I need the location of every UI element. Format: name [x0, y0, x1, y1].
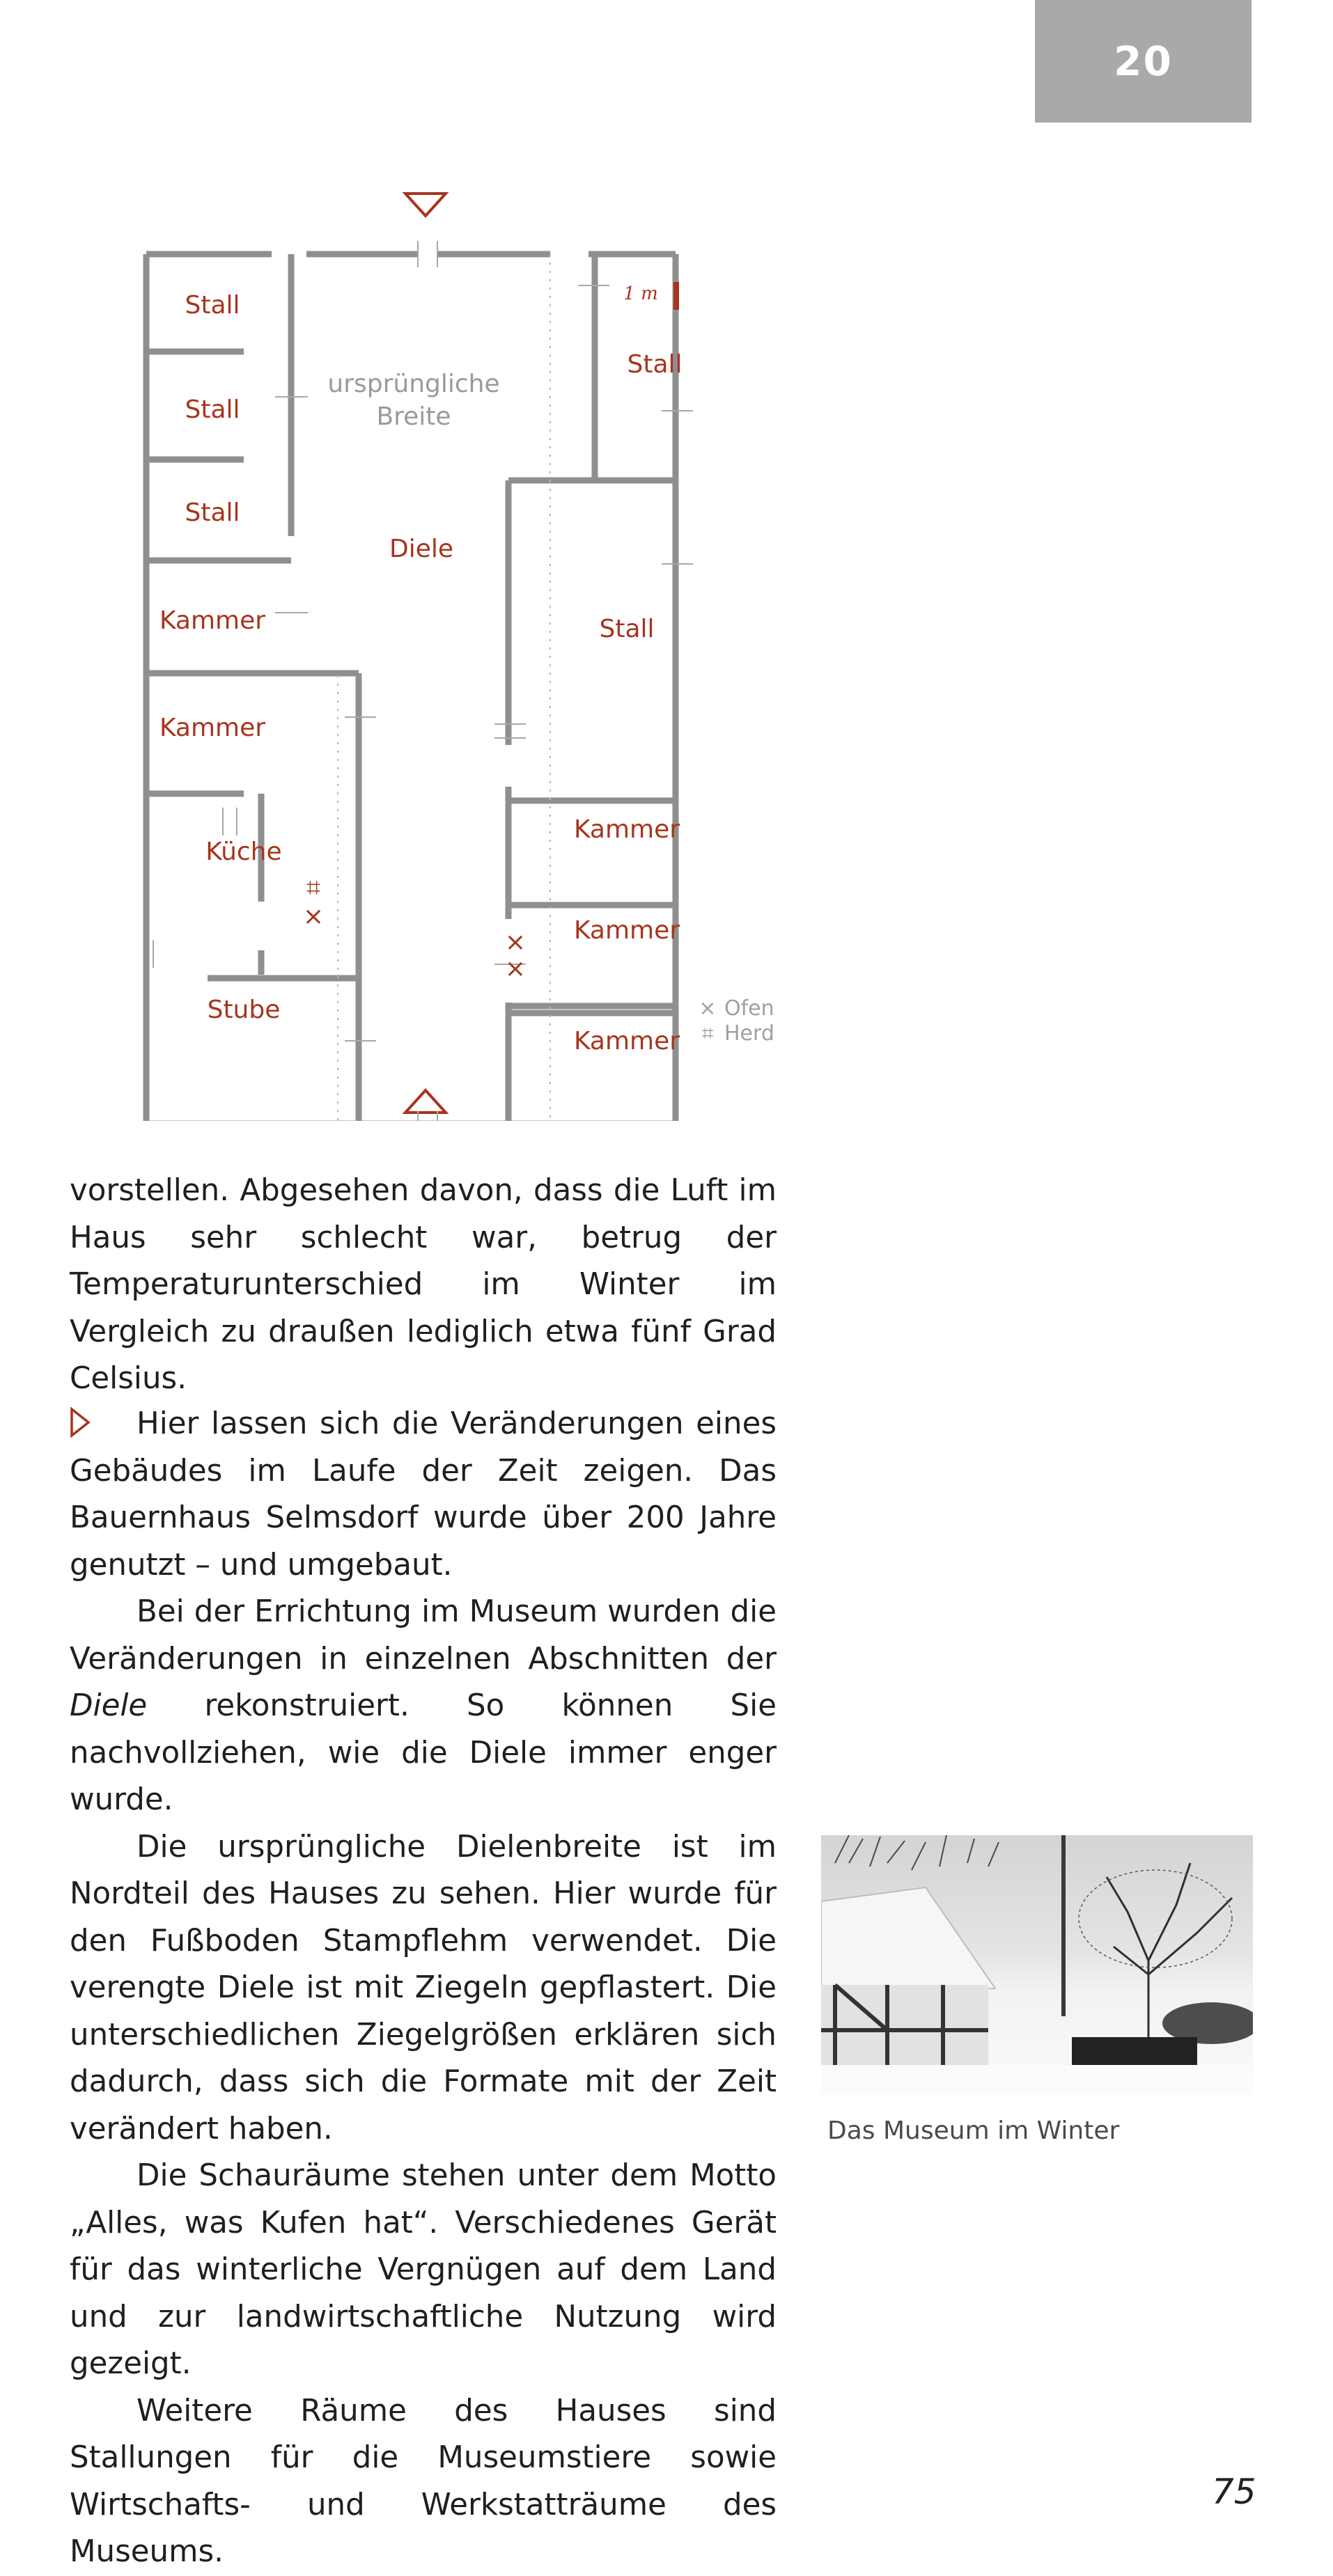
- room-label-kammer-right-1: Kammer: [573, 815, 680, 844]
- south-entrance-icon: [405, 1090, 446, 1113]
- paragraph-text: Hier lassen sich die Veränderungen eines Gebäudes im Laufe der Zeit zeigen. Das Bauernhaus Selmsdorf wurde über 200 Jahre genutzt – und umgebaut.: [70, 1406, 777, 1582]
- ofen-icon: ×: [302, 902, 325, 931]
- original-width-label: Breite: [376, 402, 451, 431]
- room-label-kammer-right-2: Kammer: [573, 916, 680, 945]
- herd-legend-label: Herd: [724, 1021, 774, 1046]
- herd-icon: ⌗: [306, 874, 321, 902]
- floor-plan: [104, 188, 801, 1121]
- scale-label: 1 m: [623, 283, 658, 304]
- room-label-stall-right-top: Stall: [627, 350, 683, 379]
- ofen-legend-label: Ofen: [724, 996, 774, 1021]
- room-label-stall-2: Stall: [185, 395, 240, 424]
- room-label-kammer-2: Kammer: [159, 714, 266, 742]
- emphasis-diele: Diele: [70, 1688, 148, 1723]
- room-label-kammer-1: Kammer: [159, 606, 266, 635]
- ofen-legend-icon: ×: [699, 996, 717, 1021]
- body-text-main: [70, 1401, 777, 2576]
- paragraph: Die Schauräume stehen unter dem Motto „Alles, was Kufen hat“. Verschiedenes Gerät für das winterliche Vergnügen auf dem Land und zur landwirtschaftliche Nutzung wird gezeigt.: [70, 2158, 777, 2381]
- paragraph: Die ursprüngliche Dielenbreite ist im Nordteil des Hauses zu sehen. Hier wurde für den Fußboden Stampflehm verwendet. Die verengte Diele ist mit Ziegeln gepflastert. Die unterschiedlichen Ziegelgrößen erklären sich dadurch, dass sich die Formate mit der Zeit verändert haben.: [70, 1829, 777, 2146]
- chapter-number: 20: [1114, 38, 1173, 85]
- floor-plan-legend: [699, 996, 774, 1046]
- page-number: 75: [1212, 2472, 1256, 2512]
- north-entrance-icon: [405, 194, 446, 216]
- paragraph: vorstellen. Abgesehen davon, dass die Luft im Haus sehr schlecht war, betrug der Temperaturunterschied im Winter im Vergleich zu draußen lediglich etwa fünf Grad Celsius.: [70, 1173, 777, 1396]
- room-label-diele: Diele: [389, 535, 454, 563]
- section-marker-icon: [70, 1401, 137, 1448]
- room-label-stall-1: Stall: [185, 291, 240, 320]
- room-label-stube: Stube: [207, 996, 281, 1024]
- room-label-stall-3: Stall: [185, 498, 240, 527]
- room-label-stall-right-mid: Stall: [599, 615, 655, 643]
- herd-legend-icon: ⌗: [701, 1021, 714, 1046]
- room-label-kammer-right-3: Kammer: [573, 1027, 680, 1055]
- ofen-icon: ×: [504, 928, 527, 957]
- room-label-kueche: Küche: [205, 838, 282, 866]
- paragraph: Bei der Errichtung im Museum wurden die Veränderungen in einzelnen Abschnitten der Diele rekonstruiert. So können Sie nachvollziehen, wie die Diele immer enger wurde.: [70, 1594, 777, 1817]
- museum-winter-photo: [821, 1835, 1253, 2094]
- photo-caption: Das Museum im Winter: [827, 2116, 1120, 2145]
- original-width-label: ursprüngliche: [327, 370, 500, 398]
- paragraph: Weitere Räume des Hauses sind Stallungen für die Museumstiere sowie Wirtschafts- und Werkstatträume des Museums.: [70, 2393, 777, 2569]
- paragraph: [70, 1401, 777, 1589]
- chapter-number-tab: [1035, 0, 1252, 123]
- scale-bar: [673, 282, 679, 310]
- ofen-icon: ×: [504, 955, 527, 983]
- body-text-top: [70, 1168, 777, 1403]
